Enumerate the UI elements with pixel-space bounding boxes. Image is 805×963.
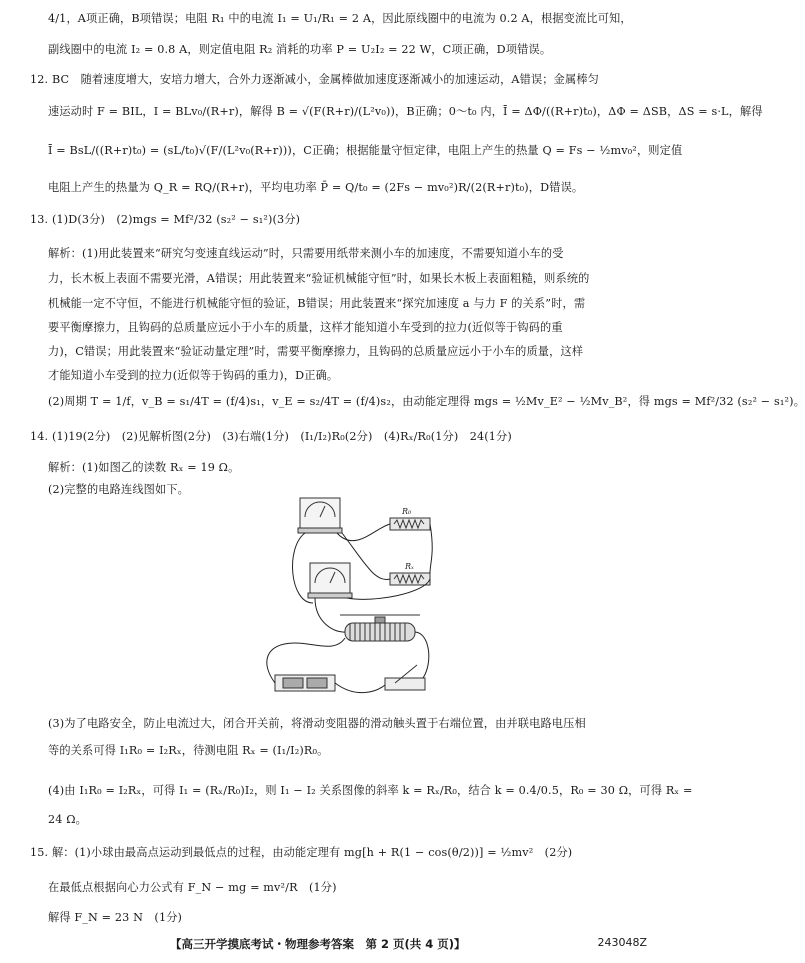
q13-analysis-5: 力)，C错误；用此装置来“验证动量定理”时，需要平衡摩擦力，且钩码的总质量应远小于小车的质量，这样 xyxy=(48,345,584,358)
q13-analysis-6: 才能知道小车受到的拉力(近似等于钩码的重力)，D正确。 xyxy=(48,369,339,382)
resistor-r0 xyxy=(390,518,430,530)
q14-analysis-2: (2)完整的电路连线图如下。 xyxy=(48,483,190,496)
q12-line-3: Ī = BsL/((R+r)t₀) = (sL/t₀)√(F/(L²v₀(R+r)))，C正确；根据能量守恒定律，电阻上产生的热量 Q = Fs − ½mv₀²，则定值 xyxy=(48,144,683,157)
q14-analysis-1: 解析：(1)如图乙的读数 Rₓ = 19 Ω。 xyxy=(48,461,240,474)
q12-line-2: 速运动时 F = BIL，I = BLv₀/(R+r)，解得 B = √(F(R+r)/(L²v₀))，B正确；0～t₀ 内，Ī = ΔΦ/((R+r)t₀)，ΔΦ = ΔSB，ΔS = s·L，解得 xyxy=(48,105,763,118)
q13-analysis-2: 力，长木板上表面不需要光滑，A错误；用此装置来“验证机械能守恒”时，如果长木板上表面粗糙，则系统的 xyxy=(48,272,590,285)
q15-line-1: 15. 解：(1)小球由最高点运动到最低点的过程，由动能定理有 mg[h + R(1 − cos(θ/2))] = ½mv² (2分) xyxy=(30,846,573,859)
q15-line-2: 在最低点根据向心力公式有 F_N − mg = mv²/R (1分) xyxy=(48,881,337,894)
text-line-2: 副线圈中的电流 I₂ = 0.8 A，则定值电阻 R₂ 消耗的功率 P = U₂I₂ = 22 W，C项正确，D项错误。 xyxy=(48,43,552,56)
circuit-diagram xyxy=(255,493,435,708)
text-line-1: 4/1，A项正确，B项错误；电阻 R₁ 中的电流 I₁ = U₁/R₁ = 2 A，因此原线圈中的电流为 0.2 A，根据变流比可知， xyxy=(48,12,632,25)
q14-analysis-4: 等的关系可得 I₁R₀ = I₂Rₓ，待测电阻 Rₓ = (I₁/I₂)R₀。 xyxy=(48,744,329,757)
switch xyxy=(385,665,425,690)
q13-analysis-4: 要平衡摩擦力，且钩码的总质量应远小于小车的质量，这样才能知道小车受到的拉力(近似等于钩码的重 xyxy=(48,321,563,334)
page-footer: 【高三开学摸底考试・物理参考答案 第 2 页(共 4 页)】 xyxy=(170,937,466,951)
ammeter-2 xyxy=(308,563,352,598)
q13-analysis-7: (2)周期 T = 1/f，v_B = s₁/4T = (f/4)s₁，v_E = s₂/4T = (f/4)s₂，由动能定理得 mgs = ½Mv_E² − ½Mv_B²，得 mgs = Mf²/32 (s₂² − s₁²)。 xyxy=(48,395,805,408)
q14-analysis-5: (4)由 I₁R₀ = I₂Rₓ，可得 I₁ = (Rₓ/R₀)I₂，则 I₁ − I₂ 关系图像的斜率 k = Rₓ/R₀，结合 k = 0.4/0.5，R₀ = 30 Ω，可得 Rₓ = xyxy=(48,784,693,797)
q14-answer: 14. (1)19(2分) (2)见解析图(2分) (3)右端(1分) (I₁/I₂)R₀(2分) (4)Rₓ/R₀(1分) 24(1分) xyxy=(30,430,512,443)
wires xyxy=(267,524,432,693)
battery xyxy=(275,675,335,691)
label-rx: Rₓ xyxy=(405,562,414,571)
document-code: 243048Z xyxy=(597,936,647,949)
q13-analysis-1: 解析：(1)用此装置来“研究匀变速直线运动”时，只需要用纸带来测小车的加速度，不需要知道小车的受 xyxy=(48,247,564,260)
q14-analysis-6: 24 Ω。 xyxy=(48,813,88,826)
q12-line-1: 12. BC 随着速度增大，安培力增大，合外力逐渐减小，金属棒做加速度逐渐减小的加速运动，A错误；金属棒匀 xyxy=(30,73,599,86)
label-r0: R₀ xyxy=(402,507,412,516)
q13-analysis-3: 机械能一定不守恒，不能进行机械能守恒的验证，B错误；用此装置来“探究加速度 a 与力 F 的关系”时，需 xyxy=(48,297,586,310)
q13-answer: 13. (1)D(3分) (2)mgs = Mf²/32 (s₂² − s₁²)(3分) xyxy=(30,213,301,226)
resistor-rx xyxy=(390,573,430,585)
ammeter-1 xyxy=(298,498,342,533)
q15-line-3: 解得 F_N = 23 N (1分) xyxy=(48,911,183,924)
q12-line-4: 电阻上产生的热量为 Q_R = RQ/(R+r)，平均电功率 P̄ = Q/t₀ = (2Fs − mv₀²)R/(2(R+r)t₀)，D错误。 xyxy=(48,181,584,194)
rheostat xyxy=(340,615,420,641)
q14-analysis-3: (3)为了电路安全，防止电流过大，闭合开关前，将滑动变阻器的滑动触头置于右端位置，由并联电路电压相 xyxy=(48,717,586,730)
